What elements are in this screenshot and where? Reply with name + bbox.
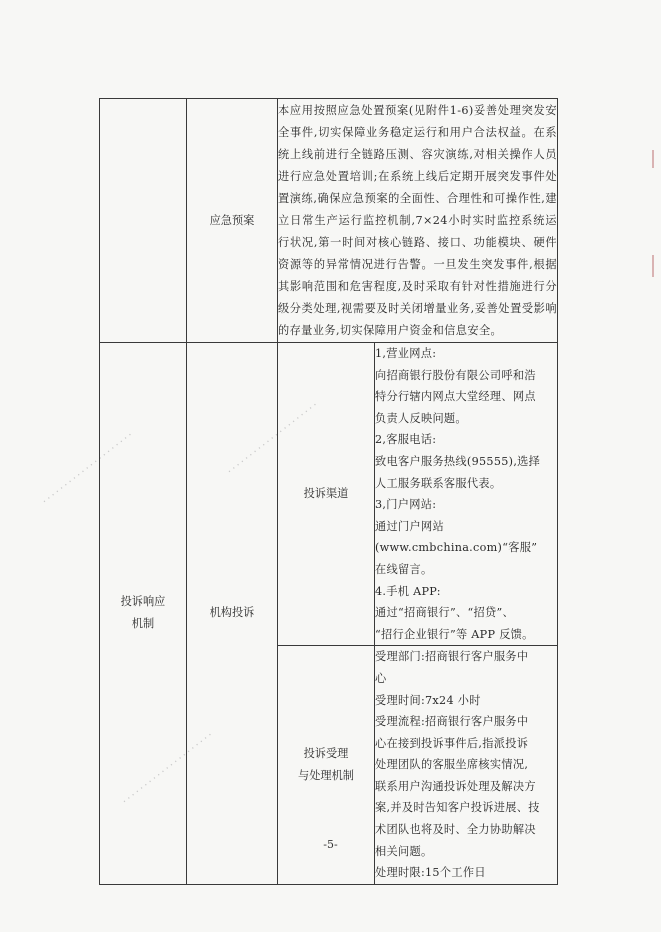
edge-mark-top bbox=[652, 150, 654, 168]
handling-line: 心在接到投诉事件后,指派投诉 bbox=[375, 736, 529, 750]
handling-line: 处理时限:15个工作日 bbox=[375, 866, 486, 880]
channel-line: 特分行辖内网点大堂经理、网点 bbox=[375, 390, 536, 404]
channel-line: 通过门户网站 bbox=[375, 519, 444, 533]
emergency-plan-label: 应急预案 bbox=[187, 99, 278, 343]
complaint-channels-content bbox=[375, 343, 558, 646]
channel-line: 通过“招商银行”、“招贷”、 bbox=[375, 606, 514, 620]
institution-complaint-label: 机构投诉 bbox=[187, 343, 278, 885]
handling-line: 受理部门:招商银行客户服务中 bbox=[375, 650, 529, 664]
channel-line: 致电客户服务热线(95555),选择 bbox=[375, 454, 541, 468]
channel-line: 负责人反映问题。 bbox=[375, 411, 467, 425]
handling-line: 处理团队的客服坐席核实情况, bbox=[375, 758, 529, 772]
complaint-mechanism-label bbox=[100, 343, 187, 885]
complaint-handling-label-line1: 投诉受理 bbox=[303, 747, 349, 761]
faint-stamp-left: ····················· bbox=[40, 429, 136, 508]
emergency-plan-text: 本应用按照应急处置预案(见附件1-6)妥善处理突发安全事件,切实保障业务稳定运行和用户合法权益。在系统上线前进行全链路压测、容灾演练,对相关操作人员进行应急处置培训;在系统上线后定期开展突发事件处置演练,确保应急预案的全面性、合理性和可操作性,建立日常生产运行监控机制,7×24小时实时监控系统运行状况,第一时间对核心链路、接口、功能模块、硬件资源等的异常情况进行告警。一旦发生突发事件,根据其影响范围和危害程度,及时采取有针对性措施进行分级分类处理,视需要及时关闭增量业务,妥善处置受影响的存量业务,切实保障用户资金和信息安全。 bbox=[278, 99, 558, 343]
complaint-handling-label-line2: 与处理机制 bbox=[298, 769, 354, 783]
handling-line: 案,并及时告知客户投诉进展、技 bbox=[375, 801, 540, 815]
channel-line: (www.cmbchina.com)“客服” bbox=[375, 541, 538, 555]
handling-line: 术团队也将及时、全力协助解决 bbox=[375, 823, 536, 837]
empty-cell bbox=[100, 99, 187, 343]
handling-line: 受理流程:招商银行客户服务中 bbox=[375, 715, 529, 729]
complaint-mechanism-label-line1: 投诉响应 bbox=[120, 595, 166, 609]
policy-table bbox=[99, 98, 558, 885]
handling-line: 心 bbox=[375, 671, 387, 685]
page-number: -5- bbox=[323, 838, 338, 851]
handling-line: 相关问题。 bbox=[375, 844, 433, 858]
channel-line: 1,营业网点: bbox=[375, 347, 437, 360]
channel-line: 4.手机 APP: bbox=[375, 584, 441, 598]
complaint-channels-label: 投诉渠道 bbox=[278, 343, 375, 646]
edge-mark-bottom bbox=[652, 255, 654, 277]
faint-stamp-lower: ····················· bbox=[120, 729, 216, 808]
complaint-mechanism-label-line2: 机制 bbox=[131, 617, 155, 631]
handling-line: 联系用户沟通投诉处理及解决方 bbox=[375, 779, 536, 793]
faint-stamp-middle: ····················· bbox=[225, 399, 321, 478]
channel-line: 2,客服电话: bbox=[375, 433, 437, 447]
channel-line: 向招商银行股份有限公司呼和浩 bbox=[375, 368, 536, 382]
channel-line: 3,门户网站: bbox=[375, 498, 437, 512]
channel-line: 在线留言。 bbox=[375, 562, 433, 576]
channel-line: “招行企业银行”等 APP 反馈。 bbox=[375, 627, 534, 641]
channel-line: 人工服务联系客服代表。 bbox=[375, 476, 502, 490]
handling-line: 受理时间:7x24 小时 bbox=[375, 693, 481, 707]
table-row-complaint-channels bbox=[100, 343, 558, 646]
table-row-emergency-plan bbox=[100, 99, 558, 343]
